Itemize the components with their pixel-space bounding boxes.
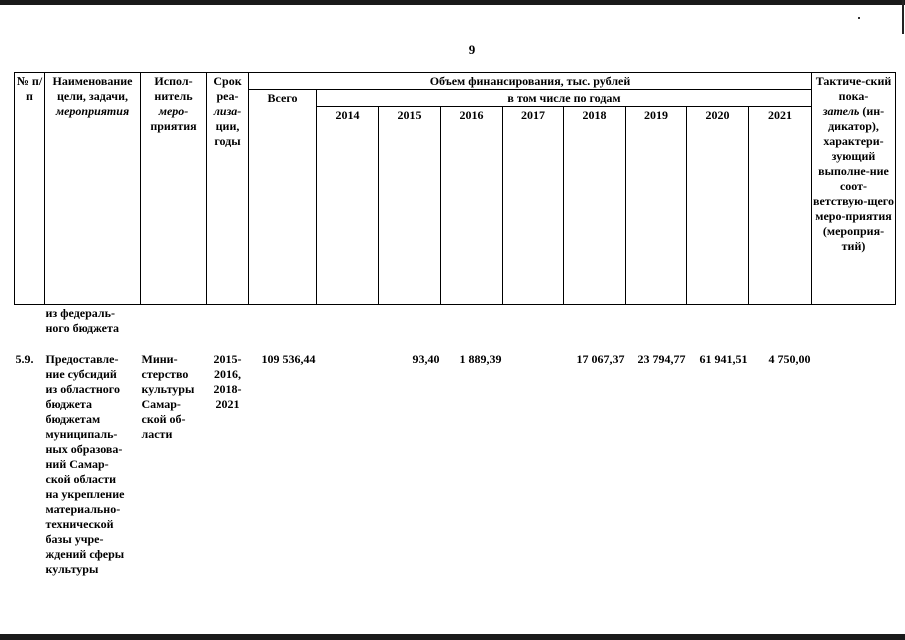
- header-funding: Объем финансирования, тыс. рублей: [249, 73, 812, 90]
- scan-edge-top: [0, 0, 905, 5]
- header-year: 2015: [379, 107, 441, 305]
- scan-edge-bottom: [0, 634, 905, 640]
- header-row-1: [15, 73, 896, 90]
- header-year: 2019: [626, 107, 687, 305]
- table-row: [15, 351, 896, 577]
- header-num: № п/п: [15, 73, 45, 305]
- row-2017: [503, 351, 564, 577]
- row-2016: 1 889,39: [459, 352, 502, 366]
- header-year: 2016: [441, 107, 503, 305]
- page-number: 9: [468, 42, 476, 57]
- header-total: Всего: [249, 90, 317, 305]
- row-term: 2015- 2016, 2018- 2021: [213, 352, 242, 411]
- header-name: Наименование цели, задачи, мероприятия: [45, 73, 141, 305]
- row-2020: 61 941,51: [699, 352, 748, 366]
- header-year: 2021: [749, 107, 812, 305]
- row-name: Предоставле- ние субсидий из областного бюджета бюджетам муниципаль- ных образова- ний Самар- ской области на укрепление материально- технической базы учре- ждений сферы культуры: [45, 352, 125, 576]
- row-num: 5.9.: [15, 352, 34, 366]
- header-year: 2014: [317, 107, 379, 305]
- continuation-name: из федераль- ного бюджета: [45, 306, 120, 335]
- funding-table: [14, 72, 896, 577]
- scan-speck: [858, 17, 860, 19]
- scan-edge-right: [902, 0, 904, 34]
- row-2018: 17 067,37: [576, 352, 625, 366]
- row-executor: Мини- стерство культуры Самар- ской об- ласти: [141, 352, 195, 441]
- row-2015: 93,40: [412, 352, 440, 366]
- row-2014: [317, 351, 379, 577]
- header-year: 2017: [503, 107, 564, 305]
- header-by-years: в том числе по годам: [317, 90, 812, 107]
- header-year: 2018: [564, 107, 626, 305]
- row-2021: 4 750,00: [768, 352, 811, 366]
- header-indicator: Тактиче-ский пока- затель (ин- дикатор), характери-зующий выполне-ние соот-ветствую-щего меро-приятия (мероприя-тий): [812, 73, 896, 305]
- header-year: 2020: [687, 107, 749, 305]
- row-2019: 23 794,77: [637, 352, 686, 366]
- header-executor: Испол-нитель меро- приятия: [141, 73, 207, 305]
- row-indicator: [812, 351, 896, 577]
- header-term: Срок реа- лиза- ции, годы: [207, 73, 249, 305]
- continuation-row: [15, 305, 896, 337]
- row-total: 109 536,44: [261, 352, 316, 366]
